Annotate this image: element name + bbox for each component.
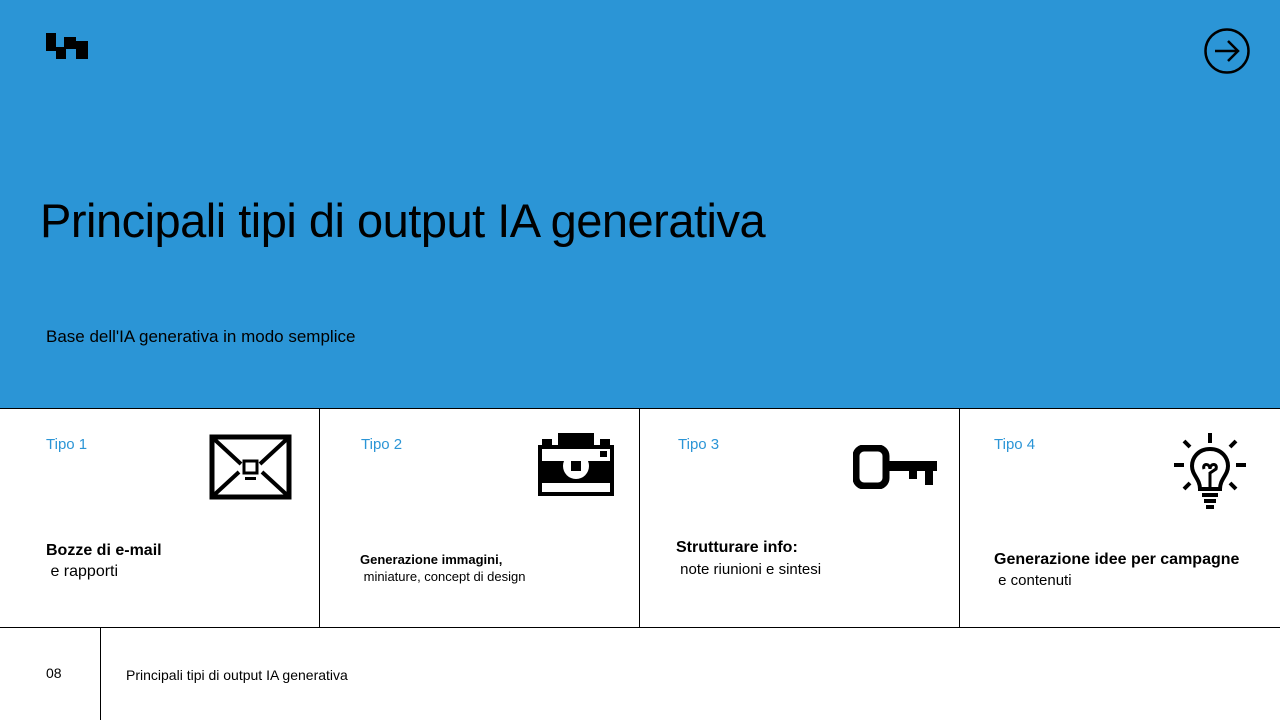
card-desc: miniature, concept di design	[360, 569, 526, 584]
card-title: Strutturare info:	[676, 539, 798, 556]
footer-title: Principali tipi di output IA generativa	[126, 667, 348, 683]
card-desc: e contenuti	[994, 572, 1072, 589]
next-arrow-button[interactable]	[1204, 28, 1250, 74]
card-tipo-1	[0, 409, 320, 627]
card-label: Tipo 2	[361, 436, 403, 453]
card-title: Generazione idee per campagne	[994, 551, 1240, 568]
key-icon	[853, 445, 937, 489]
card-label: Tipo 4	[994, 436, 1036, 453]
lightbulb-icon	[1172, 431, 1248, 511]
card-title: Bozze di e-mail	[46, 542, 162, 559]
card-label: Tipo 3	[678, 436, 720, 453]
page-number: 08	[46, 665, 62, 681]
footer-divider	[100, 628, 101, 720]
envelope-icon	[209, 434, 292, 500]
page-subtitle: Base dell'IA generativa in modo semplice	[46, 327, 356, 346]
card-tipo-4	[960, 409, 1280, 627]
card-tipo-2	[320, 409, 640, 627]
footer	[0, 628, 1280, 720]
card-desc: note riunioni e sintesi	[676, 561, 822, 578]
card-desc: e rapporti	[46, 563, 119, 580]
logo-icon	[46, 33, 90, 59]
card-label: Tipo 1	[46, 436, 88, 453]
camera-icon	[536, 431, 616, 498]
card-tipo-3	[640, 409, 960, 627]
output-types-row	[0, 408, 1280, 628]
page-title: Principali tipi di output IA generativa	[40, 194, 766, 247]
card-title: Generazione immagini,	[360, 552, 503, 567]
